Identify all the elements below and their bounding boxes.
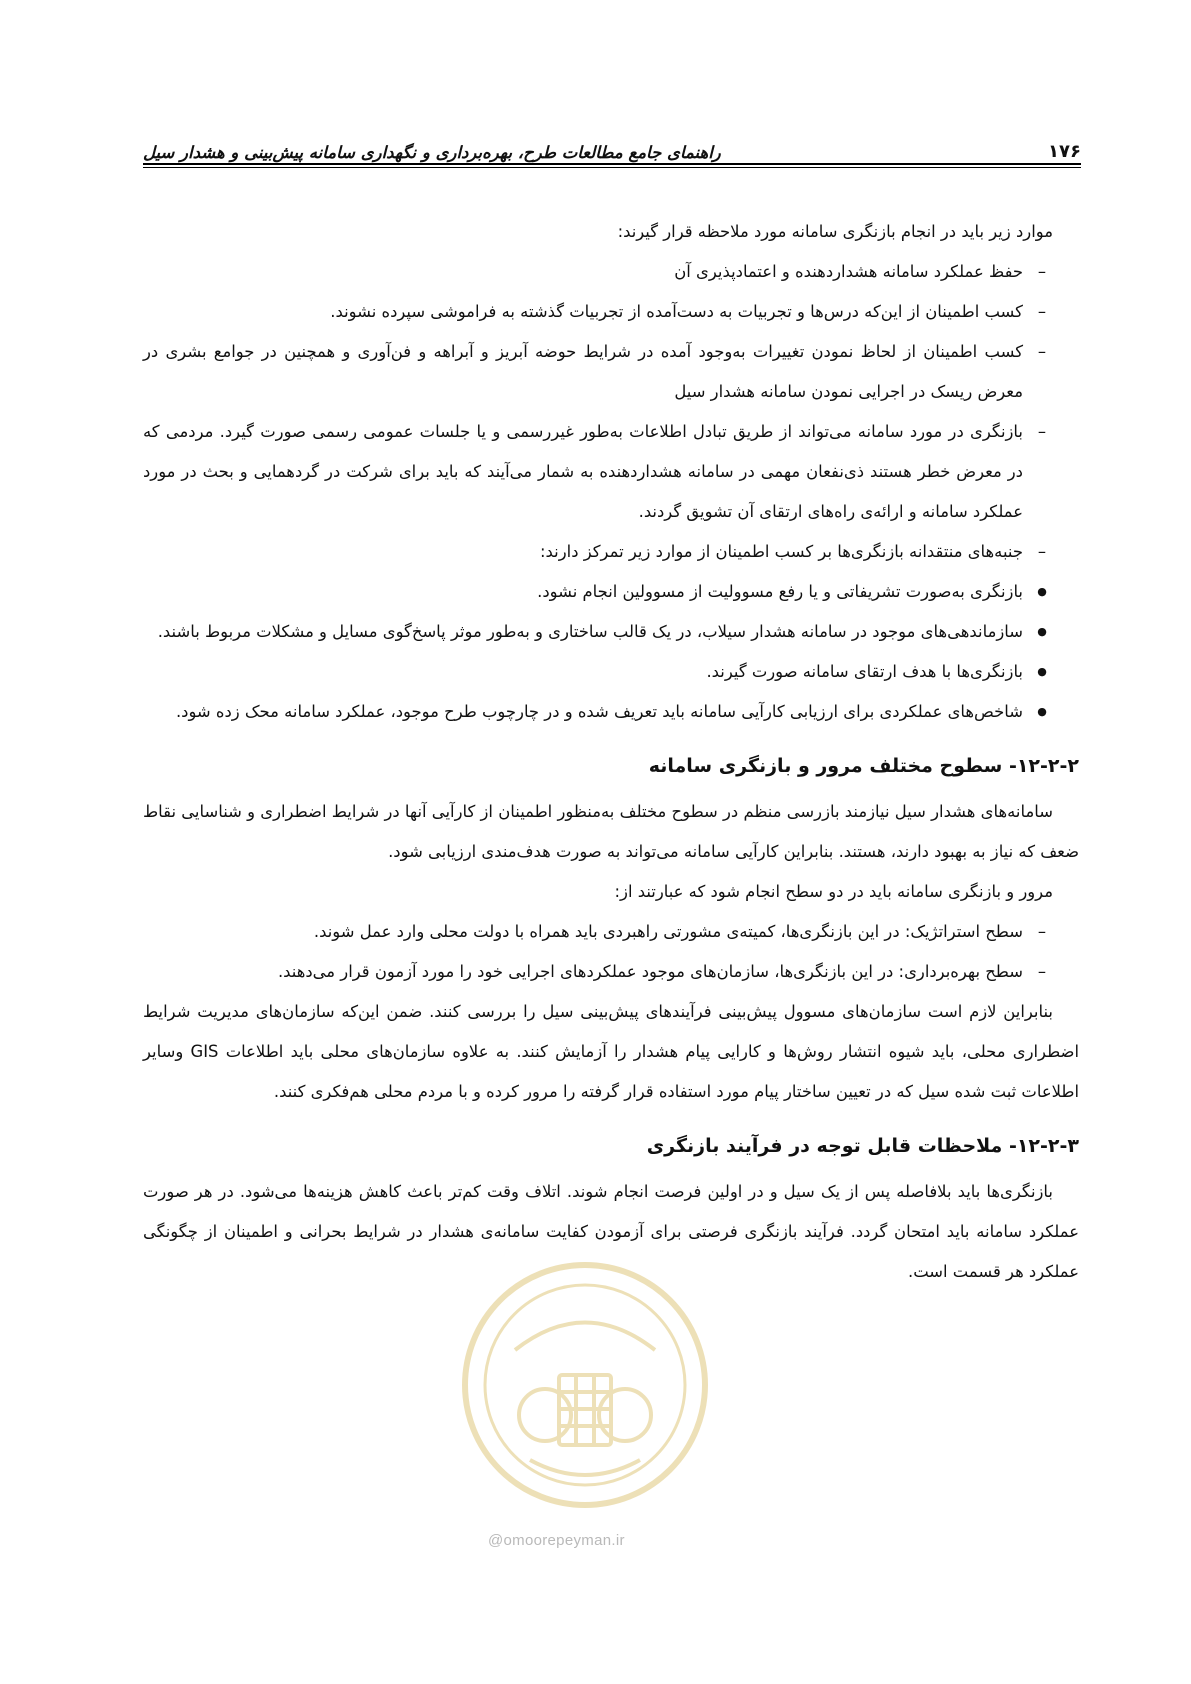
list-item: – جنبه‌های منتقدانه بازنگری‌ها بر کسب اطمینان از موارد زیر تمرکز دارند:	[143, 532, 1079, 572]
header-rule	[143, 163, 1081, 168]
dash-marker: –	[1037, 342, 1047, 361]
running-header	[143, 128, 1081, 162]
bullet-marker: ●	[1037, 585, 1047, 598]
bullet-list	[143, 572, 1079, 732]
dash-list	[143, 252, 1079, 572]
bullet-marker: ●	[1037, 665, 1047, 678]
list-item: – بازنگری در مورد سامانه می‌تواند از طریق تبادل اطلاعات به‌طور غیررسمی و یا جلسات عمومی رسمی صورت گیرد. مردمی که در معرض خطر هستند ذی‌نفعان مهمی در سامانه هشداردهنده به شمار می‌آیند که باید برای شرکت در گردهمایی و بحث در مورد عملکرد سامانه و ارائه‌ی راه‌های ارتقای آن تشویق گردند.	[143, 412, 1079, 532]
page-body	[143, 212, 1079, 1292]
section-heading-review-levels: ۱۲-۲-۲- سطوح مختلف مرور و بازنگری سامانه	[648, 755, 1079, 777]
list-item: ● شاخص‌های عملکردی برای ارزیابی کارآیی سامانه باید تعریف شده و در چارچوب طرح موجود، عملکرد سامانه محک زده شود.	[143, 692, 1079, 732]
intro-paragraph: موارد زیر باید در انجام بازنگری سامانه مورد ملاحظه قرار گیرند:	[617, 222, 1053, 241]
dash-marker: –	[1037, 302, 1047, 321]
body-paragraph: مرور و بازنگری سامانه باید در دو سطح انجام شود که عبارتند از:	[614, 882, 1053, 901]
body-paragraph: بازنگری‌ها باید بلافاصله پس از یک سیل و در اولین فرصت انجام شوند. اتلاف وقت کم‌تر باعث کاهش هزینه‌ها می‌شود. در هر صورت عملکرد سامانه باید امتحان گردد. فرآیند بازنگری فرصتی برای آزمودن کفایت سامانه‌ی هشدار در شرایط بحرانی و اطمینان از چگونگی عملکرد هر قسمت است.	[143, 1182, 1079, 1281]
dash-marker: –	[1037, 922, 1047, 941]
review-levels-list	[143, 912, 1079, 992]
running-header-title: راهنمای جامع مطالعات طرح، بهره‌برداری و نگهداری سامانه پیش‌بینی و هشدار سیل	[143, 143, 721, 162]
list-item: – حفظ عملکرد سامانه هشداردهنده و اعتمادپذیری آن	[143, 252, 1079, 292]
dash-marker: –	[1037, 962, 1047, 981]
dash-marker: –	[1037, 422, 1047, 441]
list-item: ● بازنگری به‌صورت تشریفاتی و یا رفع مسوولیت از مسوولین انجام نشود.	[143, 572, 1079, 612]
page-number: ۱۷۶	[1048, 141, 1081, 162]
bullet-marker: ●	[1037, 625, 1047, 638]
list-item: ● سازماندهی‌های موجود در سامانه هشدار سیلاب، در یک قالب ساختاری و به‌طور موثر پاسخ‌گوی مسایل و مشکلات مربوط باشند.	[143, 612, 1079, 652]
list-item: – کسب اطمینان از این‌که درس‌ها و تجربیات به دست‌آمده از تجربیات گذشته به فراموشی سپرده نشوند.	[143, 292, 1079, 332]
body-paragraph: سامانه‌های هشدار سیل نیازمند بازرسی منظم در سطوح مختلف به‌منظور اطمینان از کارآیی آنها در شرایط اضطراری و شناسایی نقاط ضعف که نیاز به بهبود دارند، هستند. بنابراین کارآیی سامانه می‌تواند به صورت هدف‌مندی ارزیابی شود.	[143, 802, 1079, 861]
list-item: ● بازنگری‌ها با هدف ارتقای سامانه صورت گیرند.	[143, 652, 1079, 692]
body-paragraph: بنابراین لازم است سازمان‌های مسوول پیش‌بینی فرآیندهای پیش‌بینی سیل را بررسی کنند. ضمن این‌که سازمان‌های مدیریت شرایط اضطراری محلی، باید شیوه انتشار روش‌ها و کارایی پیام هشدار را آزمایش کنند. به علاوه سازمان‌های محلی باید اطلاعات GIS وسایر اطلاعات ثبت شده سیل که در تعیین ساختار پیام مورد استفاده قرار گرفته را مرور کرده و با مردم محلی هم‌فکری کنند.	[143, 1002, 1079, 1101]
list-item: – سطح استراتژیک: در این بازنگری‌ها، کمیته‌ی مشورتی راهبردی باید همراه با دولت محلی وارد عمل شوند.	[143, 912, 1079, 952]
watermark-website: @omoorepeyman.ir	[488, 1532, 625, 1549]
dash-marker: –	[1037, 262, 1047, 281]
dash-marker: –	[1037, 542, 1047, 561]
list-item: – سطح بهره‌برداری: در این بازنگری‌ها، سازمان‌های موجود عملکردهای اجرایی خود را مورد آزمون قرار می‌دهند.	[143, 952, 1079, 992]
publisher-seal-watermark	[455, 1255, 715, 1515]
section-heading-review-considerations: ۱۲-۲-۳- ملاحظات قابل توجه در فرآیند بازنگری	[646, 1135, 1079, 1157]
list-item: – کسب اطمینان از لحاظ نمودن تغییرات به‌وجود آمده در شرایط حوضه آبریز و آبراهه و فن‌آوری و همچنین در جوامع بشری در معرض ریسک در اجرایی نمودن سامانه هشدار سیل	[143, 332, 1079, 412]
bullet-marker: ●	[1037, 705, 1047, 718]
